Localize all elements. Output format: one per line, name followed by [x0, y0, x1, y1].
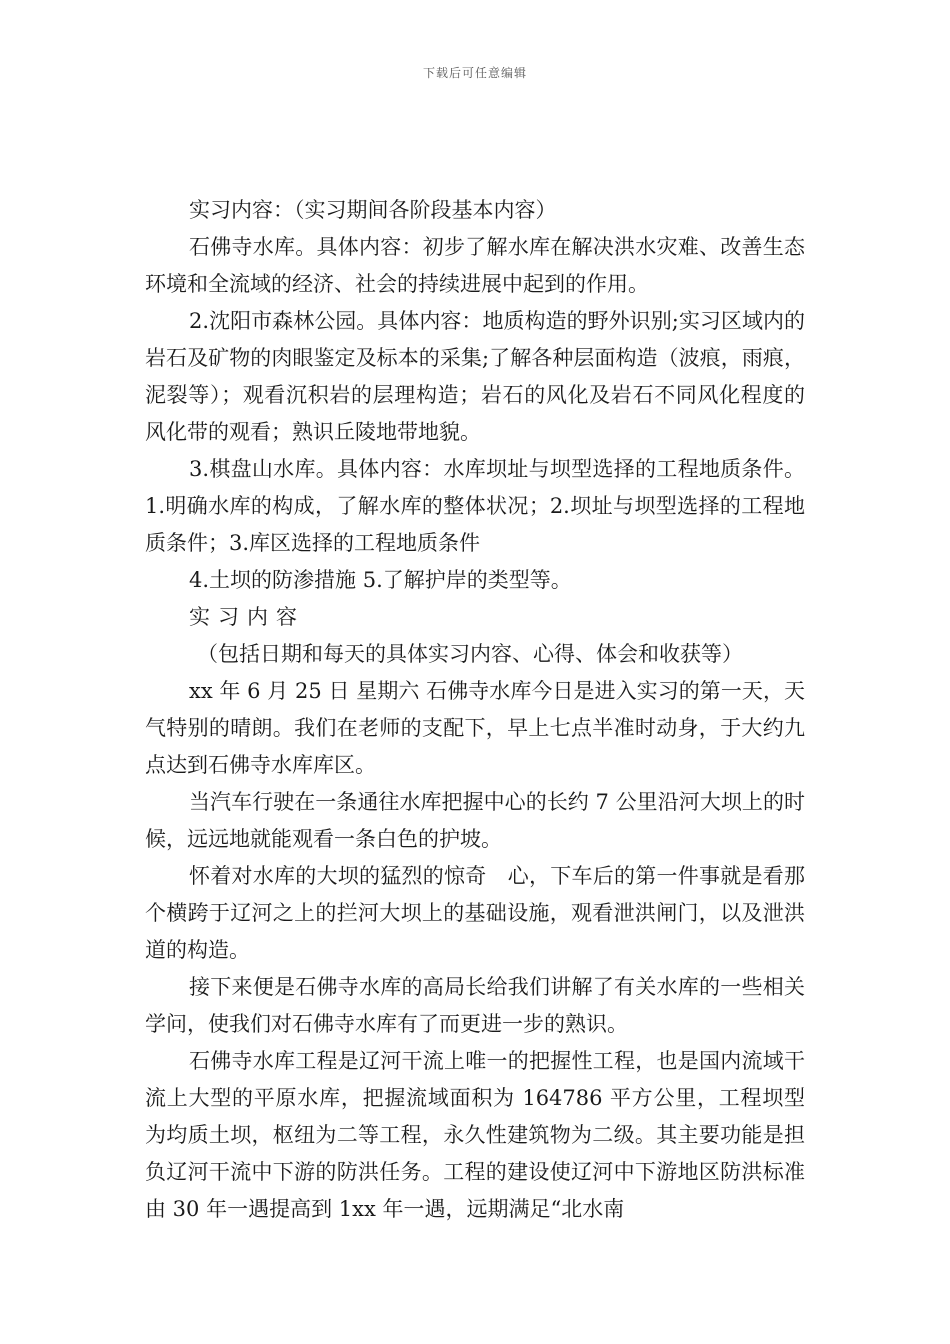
- paragraph-director-lecture: 接下来便是石佛寺水库的高局长给我们讲解了有关水库的一些相关学问，使我们对石佛寺水库有了而更进一步的熟识。: [145, 975, 805, 1036]
- paragraph-internship-content-heading: 实习内容：（实习期间各阶段基本内容）: [189, 198, 557, 222]
- paragraph-day-one: xx 年 6 月 25 日 星期六 石佛寺水库今日是进入实习的第一天，天气特别的晴朗。我们在老师的支配下，早上七点半准时动身，于大约九点达到石佛寺水库库区。: [145, 679, 805, 777]
- paragraph-shenyang-forest-park: 2.沈阳市森林公园。具体内容：地质构造的野外识别;实习区域内的岩石及矿物的肉眼鉴定及标本的采集;了解各种层面构造（波痕，雨痕，泥裂等）；观看沉积岩的层理构造；岩石的风化及岩石不同风化程度的风化带的观看；熟识丘陵地带地貌。: [145, 309, 805, 444]
- paragraph-car-journey: 当汽车行驶在一条通往水库把握中心的长约 7 公里沿河大坝上的时候，远远地就能观看一条白色的护坡。: [145, 790, 805, 851]
- paragraph-earth-dam-measures: 4.土坝的防渗措施 5.了解护岸的类型等。: [189, 568, 572, 592]
- document-body: [145, 192, 805, 1228]
- section-subtitle-note: （包括日期和每天的具体实习内容、心得、体会和收获等）: [197, 642, 743, 666]
- page-header-note: 下载后可任意编辑: [422, 66, 527, 80]
- paragraph-qipanshan-reservoir: 3.棋盘山水库。具体内容：水库坝址与坝型选择的工程地质条件。1.明确水库的构成，了解水库的整体状况；2.坝址与坝型选择的工程地质条件；3.库区选择的工程地质条件: [145, 457, 805, 555]
- paragraph-project-overview: 石佛寺水库工程是辽河干流上唯一的把握性工程，也是国内流域干流上大型的平原水库，把握流域面积为 164786 平方公里，工程坝型为均质土坝，枢纽为二等工程，永久性建筑物为二级。其主要功能是担负辽河干流中下游的防洪任务。工程的建设使辽河中下游地区防洪标准由 30 年一遇提高到 1xx 年一遇，远期满足“北水南: [145, 1049, 805, 1221]
- section-title-internship-content: 实习内容: [189, 605, 305, 629]
- paragraph-shifosi-reservoir: 石佛寺水库。具体内容：初步了解水库在解决洪水灾难、改善生态环境和全流域的经济、社会的持续进展中起到的作用。: [145, 235, 805, 296]
- paragraph-dam-visit: 怀着对水库的大坝的猛烈的惊奇 心，下车后的第一件事就是看那个横跨于辽河之上的拦河大坝上的基础设施，观看泄洪闸门，以及泄洪道的构造。: [145, 864, 805, 962]
